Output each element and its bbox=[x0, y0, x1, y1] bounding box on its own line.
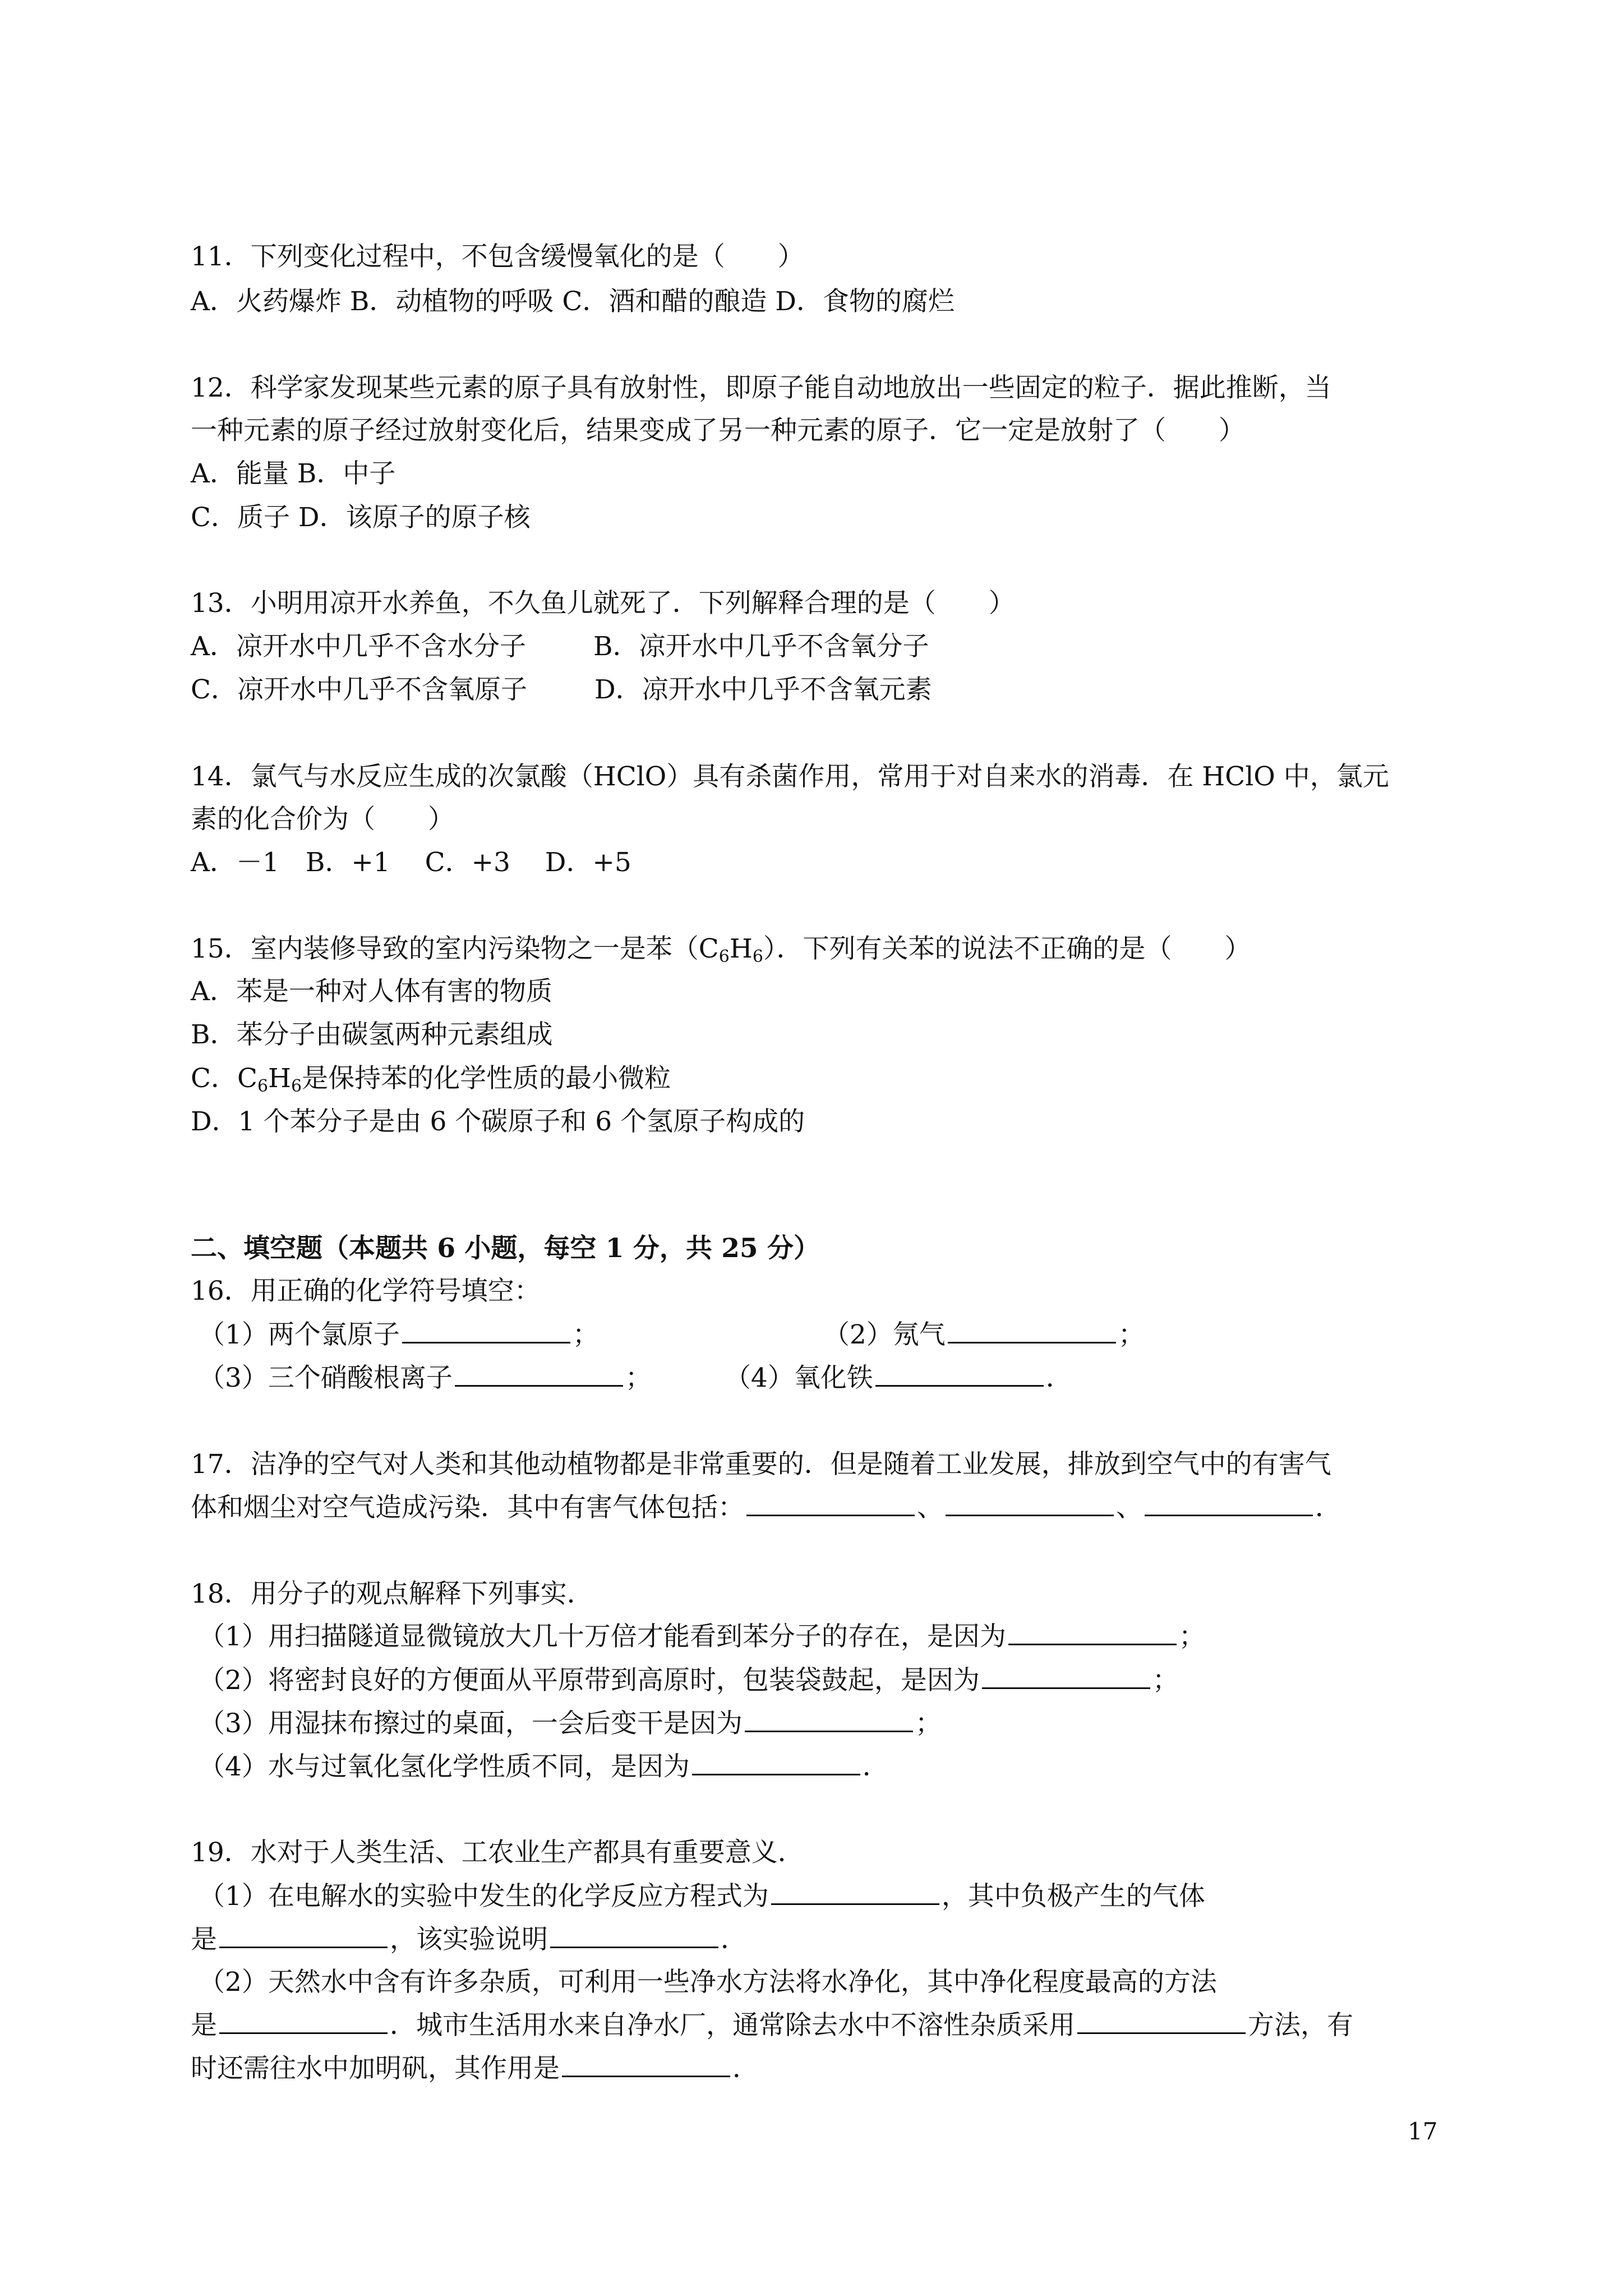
q15-option-a: A．苯是一种对人体有害的物质 bbox=[191, 976, 552, 1007]
q18-part2: （2）将密封良好的方便面从平原带到高原时，包装袋鼓起，是因为 ； bbox=[199, 1665, 1179, 1696]
answer-blank[interactable] bbox=[402, 1319, 570, 1343]
q16-line2: （3）三个硝酸根离子 ； （4）氧化铁 ． bbox=[199, 1363, 1072, 1393]
q13-option-c: C．凉开水中几乎不含氧原子 bbox=[191, 674, 527, 705]
q11-options: A．火药爆炸 B．动植物的呼吸 C．酒和醋的酿造 D．食物的腐烂 bbox=[191, 286, 955, 317]
answer-blank[interactable] bbox=[692, 1751, 860, 1775]
answer-blank[interactable] bbox=[550, 1924, 718, 1948]
q18-stem: 18．用分子的观点解释下列事实． bbox=[191, 1579, 593, 1609]
answer-blank[interactable] bbox=[948, 1319, 1116, 1343]
answer-blank[interactable] bbox=[219, 1924, 388, 1948]
q13-option-a: A．凉开水中几乎不含水分子 bbox=[191, 631, 526, 662]
q14-options: A．－1 B．+1 C．+3 D．+5 bbox=[191, 847, 631, 878]
q14-stem-line1: 14．氯气与水反应生成的次氯酸（HClO）具有杀菌作用，常用于对自来水的消毒．在 HClO 中，氯元 bbox=[191, 761, 1389, 792]
q13-options-line2 bbox=[191, 673, 932, 707]
q13-option-b: B．凉开水中几乎不含氧分子 bbox=[593, 631, 929, 662]
q11-stem: 11．下列变化过程中，不包含缓慢氧化的是（ ） bbox=[191, 241, 804, 272]
answer-blank[interactable] bbox=[219, 2010, 388, 2034]
q12-stem-line2: 一种元素的原子经过放射变化后，结果变成了另一种元素的原子．它一定是放射了（ ） bbox=[191, 415, 1245, 446]
q19-part1-line2: 是 ，该实验说明 ． bbox=[191, 1924, 747, 1955]
q19-part1-line1: （1）在电解水的实验中发生的化学反应方程式为 ，其中负极产生的气体 bbox=[199, 1881, 1205, 1912]
answer-blank[interactable] bbox=[562, 2053, 730, 2077]
q19-part2-line2: 是 ．城市生活用水来自净水厂，通常除去水中不溶性杂质采用 方法，有 bbox=[191, 2010, 1353, 2041]
q12-options-line2: C．质子 D．该原子的原子核 bbox=[191, 502, 531, 533]
q15-option-b: B．苯分子由碳氢两种元素组成 bbox=[191, 1019, 553, 1050]
q13-option-d: D．凉开水中几乎不含氧元素 bbox=[594, 674, 932, 705]
q12-stem-line1: 12．科学家发现某些元素的原子具有放射性，即原子能自动地放出一些固定的粒子．据此推断，当 bbox=[191, 372, 1331, 403]
q14-stem-line2: 素的化合价为（ ） bbox=[191, 804, 454, 835]
q18-part4: （4）水与过氧化氢化学性质不同，是因为 ． bbox=[199, 1751, 889, 1782]
answer-blank[interactable] bbox=[746, 1492, 915, 1516]
q17-stem-line2: 体和烟尘对空气造成污染．其中有害气体包括： 、 、 ． bbox=[191, 1492, 1341, 1523]
q12-options-line1: A．能量 B．中子 bbox=[191, 458, 396, 489]
q19-part2-line3: 时还需往水中加明矾，其作用是 ． bbox=[191, 2053, 759, 2084]
answer-blank[interactable] bbox=[771, 1881, 939, 1905]
section-heading: 二、填空题（本题共 6 小题，每空 1 分，共 25 分） bbox=[191, 1233, 820, 1264]
q16-line1: （1）两个氯原子 ； （2）氖气 ； bbox=[199, 1319, 1145, 1350]
answer-blank[interactable] bbox=[875, 1363, 1044, 1387]
q15-stem: 15．室内装修导致的室内污染物之一是苯$(C_6H_6)$．下列有关苯的说法不正确的是（ ） bbox=[191, 933, 1251, 967]
page-number: 17 bbox=[1408, 2118, 1438, 2145]
q13-options-line1 bbox=[191, 630, 929, 664]
q19-stem: 19．水对于人类生活、工农业生产都具有重要意义． bbox=[191, 1837, 804, 1868]
answer-blank[interactable] bbox=[1008, 1621, 1177, 1645]
q15-option-c: C．$C_6H_6$是保持苯的化学性质的最小微粒 bbox=[191, 1063, 671, 1096]
answer-blank[interactable] bbox=[745, 1708, 913, 1732]
q19-part2-line1: （2）天然水中含有许多杂质，可利用一些净水方法将水净化，其中净化程度最高的方法 bbox=[199, 1967, 1217, 1998]
answer-blank[interactable] bbox=[946, 1492, 1114, 1516]
answer-blank[interactable] bbox=[1077, 2010, 1246, 2034]
q16-stem: 16．用正确的化学符号填空： bbox=[191, 1276, 541, 1306]
q15-option-d: D．1 个苯分子是由 6 个碳原子和 6 个氢原子构成的 bbox=[191, 1106, 805, 1137]
q18-part3: （3）用湿抹布擦过的桌面，一会后变干是因为 ； bbox=[199, 1708, 942, 1739]
answer-blank[interactable] bbox=[1145, 1492, 1313, 1516]
q18-part1: （1）用扫描隧道显微镜放大几十万倍才能看到苯分子的存在，是因为 ； bbox=[199, 1621, 1205, 1652]
answer-blank[interactable] bbox=[455, 1363, 623, 1387]
q17-stem-line1: 17．洁净的空气对人类和其他动植物都是非常重要的．但是随着工业发展，排放到空气中的有害气 bbox=[191, 1449, 1331, 1480]
answer-blank[interactable] bbox=[982, 1665, 1150, 1689]
q13-stem: 13．小明用凉开水养鱼，不久鱼儿就死了．下列解释合理的是（ ） bbox=[191, 588, 1015, 619]
